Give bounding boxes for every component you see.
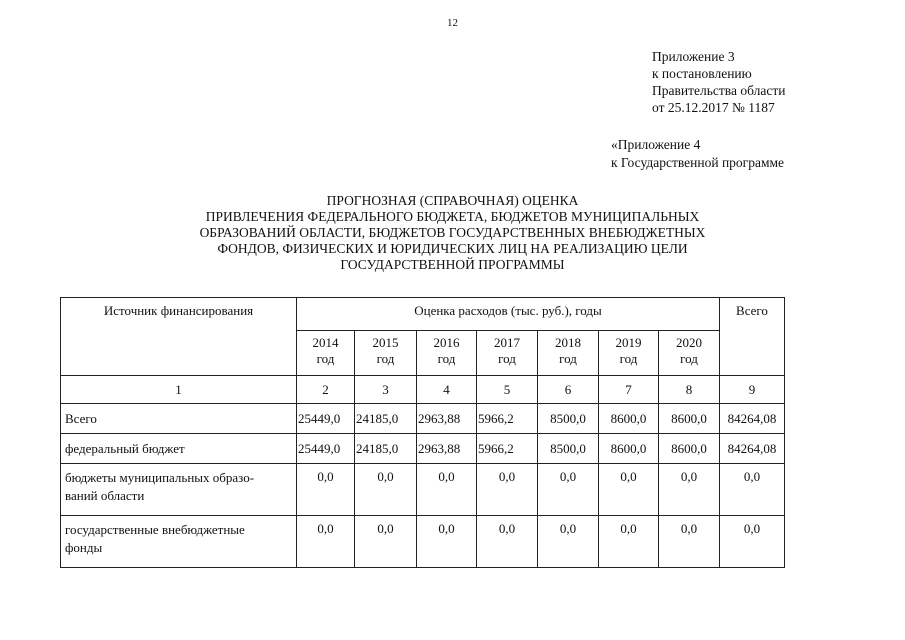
value-cell: 8600,0	[659, 434, 720, 464]
title-line: ФОНДОВ, ФИЗИЧЕСКИХ И ЮРИДИЧЕСКИХ ЛИЦ НА РЕАЛИЗАЦИЮ ЦЕЛИ	[217, 241, 688, 256]
column-number: 8	[659, 376, 720, 404]
value-cell: 0,0	[355, 464, 417, 516]
year-cell: 2014 год	[297, 331, 355, 376]
column-number: 6	[538, 376, 599, 404]
value-cell: 0,0	[538, 464, 599, 516]
column-numbers-row	[61, 376, 785, 404]
appendix2-line: «Приложение 4	[611, 137, 701, 152]
financing-table	[60, 297, 785, 568]
value-cell: 2963,88	[417, 404, 477, 434]
column-number: 7	[599, 376, 659, 404]
value-cell: 8600,0	[659, 404, 720, 434]
table-row	[61, 516, 785, 568]
value-cell: 2963,88	[417, 434, 477, 464]
year-cell: 2019 год	[599, 331, 659, 376]
value-cell: 0,0	[659, 516, 720, 568]
value-cell: 0,0	[417, 516, 477, 568]
appendix-line: Правительства области	[652, 83, 786, 98]
table-row	[61, 434, 785, 464]
appendix-subheader	[611, 136, 784, 172]
value-cell: 0,0	[477, 516, 538, 568]
document-title	[130, 193, 775, 273]
total-cell: 0,0	[720, 516, 785, 568]
header-source: Источник финансирования	[61, 298, 297, 376]
year-cell: 2020 год	[659, 331, 720, 376]
appendix-header	[652, 48, 785, 116]
total-cell: 84264,08	[720, 404, 785, 434]
row-source: Всего	[61, 404, 297, 434]
column-number: 4	[417, 376, 477, 404]
value-cell: 8600,0	[599, 404, 659, 434]
value-cell: 8500,0	[538, 404, 599, 434]
value-cell: 0,0	[355, 516, 417, 568]
title-line: ПРОГНОЗНАЯ (СПРАВОЧНАЯ) ОЦЕНКА	[326, 193, 579, 208]
appendix-line: к постановлению	[652, 66, 752, 81]
header-total: Всего	[720, 298, 785, 376]
value-cell: 0,0	[599, 516, 659, 568]
value-cell: 5966,2	[477, 404, 538, 434]
value-cell: 5966,2	[477, 434, 538, 464]
page-number: 12	[447, 17, 458, 29]
table-row	[61, 464, 785, 516]
column-number: 9	[720, 376, 785, 404]
year-cell: 2017 год	[477, 331, 538, 376]
row-source: федеральный бюджет	[61, 434, 297, 464]
total-cell: 0,0	[720, 464, 785, 516]
row-source: государственные внебюджетные фонды	[61, 516, 297, 568]
column-number: 1	[61, 376, 297, 404]
column-number: 2	[297, 376, 355, 404]
appendix-line: Приложение 3	[652, 49, 735, 64]
appendix-line: от 25.12.2017 № 1187	[652, 100, 775, 115]
value-cell: 0,0	[417, 464, 477, 516]
total-cell: 84264,08	[720, 434, 785, 464]
value-cell: 0,0	[538, 516, 599, 568]
appendix2-line: к Государственной программе	[611, 155, 785, 170]
column-number: 5	[477, 376, 538, 404]
title-line: ПРИВЛЕЧЕНИЯ ФЕДЕРАЛЬНОГО БЮДЖЕТА, БЮДЖЕТОВ МУНИЦИПАЛЬНЫХ	[205, 209, 700, 224]
value-cell: 0,0	[297, 516, 355, 568]
year-cell: 2018 год	[538, 331, 599, 376]
value-cell: 24185,0	[355, 434, 417, 464]
value-cell: 0,0	[297, 464, 355, 516]
value-cell: 8500,0	[538, 434, 599, 464]
column-number: 3	[355, 376, 417, 404]
value-cell: 25449,0	[297, 404, 355, 434]
value-cell: 0,0	[477, 464, 538, 516]
value-cell: 25449,0	[297, 434, 355, 464]
header-estimate: Оценка расходов (тыс. руб.), годы	[297, 298, 720, 331]
year-cell: 2016 год	[417, 331, 477, 376]
value-cell: 8600,0	[599, 434, 659, 464]
title-line: ГОСУДАРСТВЕННОЙ ПРОГРАММЫ	[340, 257, 565, 272]
value-cell: 0,0	[599, 464, 659, 516]
table-header-row	[61, 298, 785, 331]
year-cell: 2015 год	[355, 331, 417, 376]
row-source: бюджеты муниципальных образо- ваний области	[61, 464, 297, 516]
value-cell: 0,0	[659, 464, 720, 516]
title-line: ОБРАЗОВАНИЙ ОБЛАСТИ, БЮДЖЕТОВ ГОСУДАРСТВЕННЫХ ВНЕБЮДЖЕТНЫХ	[199, 225, 706, 240]
table-row	[61, 404, 785, 434]
value-cell: 24185,0	[355, 404, 417, 434]
